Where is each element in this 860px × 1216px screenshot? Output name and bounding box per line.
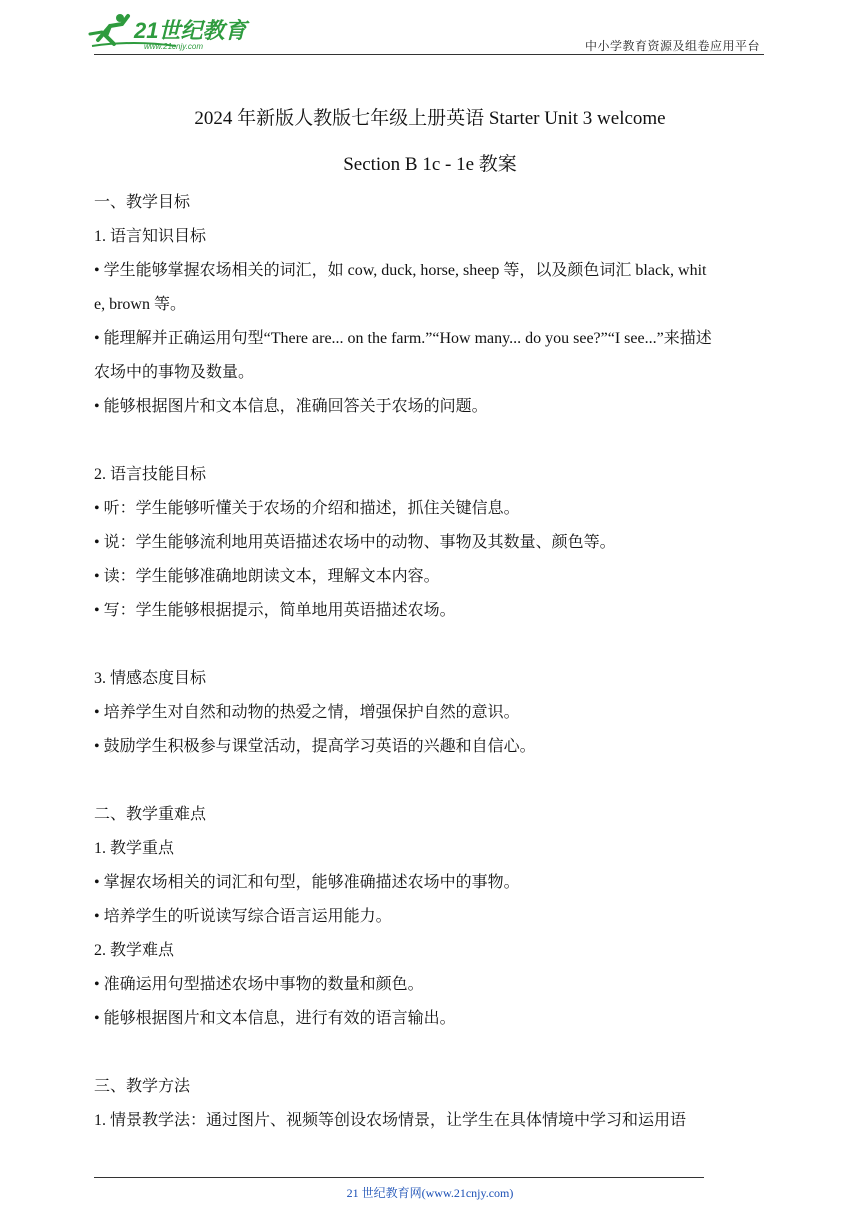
text-line: 1. 语言知识目标: [94, 228, 207, 245]
text-line: 3. 情感态度目标: [94, 670, 207, 687]
blank-line: [94, 628, 768, 662]
blank-line: [94, 764, 768, 798]
document-title-line1: 2024 年新版人教版七年级上册英语 Starter Unit 3 welcome: [194, 108, 666, 129]
text-line: • 写：学生能够根据提示，简单地用英语描述农场。: [94, 602, 456, 619]
text-line: • 能够根据图片和文本信息，准确回答关于农场的问题。: [94, 398, 488, 415]
header-platform-text: 中小学教育资源及组卷应用平台: [584, 39, 760, 53]
text-line: 2. 语言技能目标: [94, 466, 207, 483]
header-divider: [94, 54, 764, 55]
text-line: • 培养学生的听说读写综合语言运用能力。: [94, 908, 392, 925]
document-body: [94, 186, 768, 1138]
text-line: • 听：学生能够听懂关于农场的介绍和描述，抓住关键信息。: [94, 500, 520, 517]
text-line: 一、教学目标: [94, 194, 191, 211]
text-line: e, brown 等。: [94, 296, 186, 313]
blank-line: [94, 424, 768, 458]
text-line: 1. 教学重点: [94, 840, 175, 857]
document-title-line2: Section B 1c - 1e 教案: [343, 154, 517, 175]
text-line: • 能够根据图片和文本信息，进行有效的语言输出。: [94, 1010, 456, 1027]
footer-link[interactable]: 21 世纪教育网(www.21cnjy.com): [346, 1186, 514, 1200]
text-line: • 说：学生能够流利地用英语描述农场中的动物、事物及其数量、颜色等。: [94, 534, 616, 551]
text-line: 1. 情景教学法：通过图片、视频等创设农场情景，让学生在具体情境中学习和运用语: [94, 1112, 687, 1129]
text-line: 农场中的事物及数量。: [94, 364, 255, 381]
text-line: 二、教学重难点: [94, 806, 207, 823]
site-logo: [84, 10, 254, 52]
blank-line: [94, 1036, 768, 1070]
logo-text: 21世纪教育: [134, 18, 247, 43]
text-line: • 鼓励学生积极参与课堂活动，提高学习英语的兴趣和自信心。: [94, 738, 536, 755]
text-line: • 培养学生对自然和动物的热爱之情，增强保护自然的意识。: [94, 704, 520, 721]
text-line: • 学生能够掌握农场相关的词汇，如 cow, duck, horse, sheep 等，以及颜色词汇 black, whit: [94, 262, 707, 279]
text-line: • 读：学生能够准确地朗读文本，理解文本内容。: [94, 568, 440, 585]
text-line: 三、教学方法: [94, 1078, 191, 1095]
footer-divider: [94, 1177, 704, 1178]
text-line: 2. 教学难点: [94, 942, 175, 959]
text-line: • 掌握农场相关的词汇和句型，能够准确描述农场中的事物。: [94, 874, 520, 891]
logo-url: www.21cnjy.com: [144, 42, 203, 51]
text-line: • 准确运用句型描述农场中事物的数量和颜色。: [94, 976, 424, 993]
text-line: • 能理解并正确运用句型“There are... on the farm.”“How many... do you see?”“I see...”来描述: [94, 330, 712, 347]
